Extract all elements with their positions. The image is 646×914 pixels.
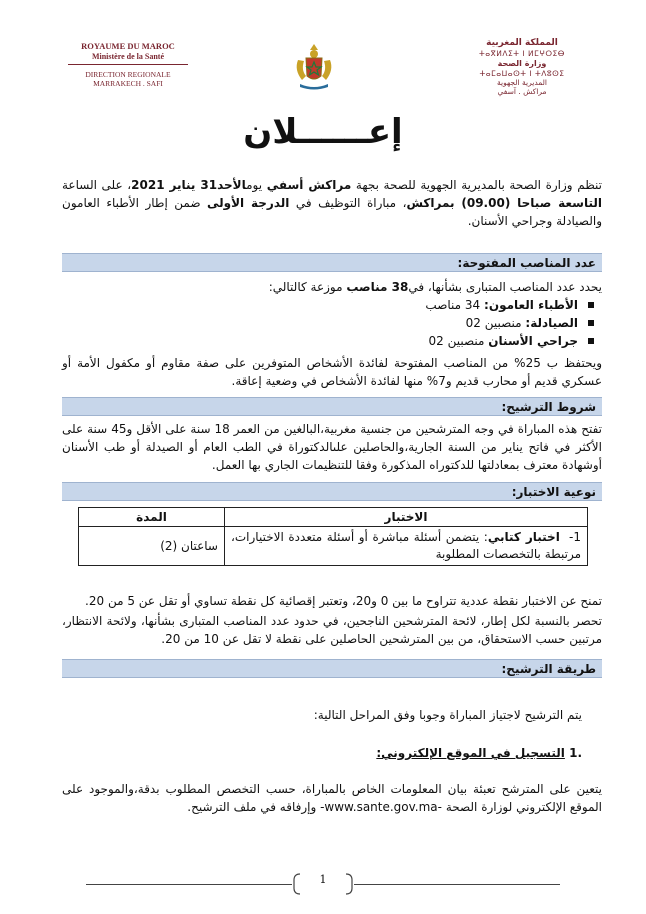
section-bar-method: طريقة الترشيح: bbox=[62, 659, 602, 678]
col-header-exam: الاختبار bbox=[225, 508, 588, 527]
exam-row-description: : يتضمن أسئلة مباشرة أو أسئلة متعددة الاختيارات، مرتبطة بالتخصصات المطلوبة bbox=[231, 530, 581, 561]
method-step-heading bbox=[62, 744, 582, 762]
method-step-title: التسجيل في الموقع الإلكتروني: bbox=[376, 746, 565, 760]
table-header-row bbox=[79, 508, 588, 527]
header-ar-region: مراكش . آسفي bbox=[497, 87, 547, 97]
header-ar-country-tifinagh: ⵜⴰⴳⵍⴷⵉⵜ ⵏ ⵍⵎⵖⵔⵉⴱ bbox=[479, 49, 565, 59]
header-ar-ministry-tifinagh: ⵜⴰⵎⴰⵡⴰⵙⵜ ⵏ ⵜⴷⵓⵙⵉ bbox=[479, 68, 565, 78]
header-fr-ministry: Ministère de la Santé bbox=[91, 51, 165, 61]
header-fr bbox=[58, 42, 198, 88]
exam-cell bbox=[225, 527, 588, 566]
header-fr-direction: DIRECTION REGIONALE bbox=[85, 69, 171, 79]
posts-reserve-paragraph: ويحتفظ ب 25% من المناصب المفتوحة لفائدة الأشخاص المتوفرين على صفة مقاوم أو مكفول الأمة أو عسكري قديم أو محارب قديم و7% منها لفائدة الأشخاص في وضعية إعاقة. bbox=[62, 356, 602, 388]
section-bar-posts: عدد المناصب المفتوحة: bbox=[62, 253, 602, 272]
page-title: إعــــــلان bbox=[243, 112, 403, 152]
intro-paragraph bbox=[62, 176, 602, 230]
header-ar-ministry: وزارة الصحة bbox=[497, 58, 547, 68]
list-item bbox=[62, 314, 578, 332]
exam-row-type: اختبار كتابي bbox=[487, 530, 560, 544]
conditions-paragraph: تفتح هذه المباراة في وجه المترشحين من جنسية مغربية،البالغين من العمر 18 سنة على الأقل و45 سنة على الأكثر في فاتح يناير من السنة الجارية،والحاصلين علىالدكتوراة في الطب العام أو الصيدلة أو طب الأسنان أوشهادة معترف بمعادلتها للدكتوراه المذكورة وفقا للتنظيمات الجاري بها العمل. bbox=[62, 422, 602, 472]
intro-grade: الدرجة الأولى bbox=[207, 196, 290, 210]
coat-of-arms-emblem bbox=[288, 40, 340, 92]
header-ar bbox=[452, 38, 592, 97]
method-step-paragraph: يتعين على المترشح تعبئة بيان المعلومات الخاص بالمباراة، حسب التخصص المطلوب بدقة،والموجود على الموقع الإلكتروني لوزارة الصحة -www.sante.gov.ma- وإرفاقه في ملف الترشيح. bbox=[62, 782, 602, 814]
header-ar-country: المملكة المغربية bbox=[486, 38, 558, 48]
posts-list bbox=[62, 296, 602, 350]
exam-table bbox=[78, 507, 588, 566]
intro-text-4: ، مباراة التوظيف في bbox=[289, 196, 407, 210]
posts-item-label: الصيادلة: bbox=[525, 316, 578, 330]
intro-text-5: ضمن إطار الأطباء العامون والصيادلة وجراحي الأسنان. bbox=[62, 196, 602, 228]
header-fr-country: ROYAUME DU MAROC bbox=[81, 41, 175, 51]
duration-cell: ساعتان (2) bbox=[79, 527, 225, 566]
section-bar-conditions: شروط الترشيح: bbox=[62, 397, 602, 416]
footer-rule-right bbox=[354, 884, 560, 885]
method-lead: يتم الترشيح لاجتياز المباراة وجوبا وفق المراحل التالية: bbox=[313, 708, 582, 722]
header-fr-region: MARRAKECH . SAFI bbox=[93, 78, 163, 88]
exam-table-wrap bbox=[78, 507, 588, 566]
intro-region: مراكش أسفي bbox=[266, 178, 352, 192]
exam-row-number: 1- bbox=[569, 530, 581, 544]
posts-item-label: الأطباء العامون: bbox=[484, 298, 578, 312]
intro-text-3: ، على الساعة bbox=[62, 178, 132, 192]
table-row bbox=[79, 527, 588, 566]
list-item bbox=[62, 332, 578, 350]
posts-lead bbox=[62, 278, 602, 296]
grading-paragraph-2: تحصر بالنسبة لكل إطار، لائحة المترشحين الناجحين، في حدود عدد المناصب المتبارى بشأنها، ولائحة الانتظار، مرتبين حسب الاستحقاق، من بين المترشحين الحاصلين على نقطة لا تقل عن 10 من 20. bbox=[62, 614, 602, 646]
posts-lead-tail: موزعة كالتالي: bbox=[268, 280, 347, 294]
posts-total: 38 مناصب bbox=[346, 280, 409, 294]
list-item bbox=[62, 296, 578, 314]
header-fr-rule bbox=[68, 64, 188, 65]
posts-item-value: 34 مناصب bbox=[425, 298, 485, 312]
posts-lead-text: يحدد عدد المناصب المتبارى بشأنها، في bbox=[408, 280, 602, 294]
intro-text-2: يوم bbox=[246, 178, 267, 192]
posts-item-value: منصبين 02 bbox=[428, 334, 489, 348]
footer-rule-left bbox=[86, 884, 292, 885]
section-bar-exam: نوعية الاختبار: bbox=[62, 482, 602, 501]
grading-paragraph-1: تمنح عن الاختبار نقطة عددية تتراوح ما بين 0 و20، وتعتبر إقصائية كل نقطة تساوي أو تقل عن 5 من 20. bbox=[85, 594, 602, 608]
method-step-number: .1 bbox=[569, 746, 582, 760]
posts-item-value: منصبين 02 bbox=[465, 316, 526, 330]
col-header-duration: المدة bbox=[79, 508, 225, 527]
intro-time-place: التاسعة صباحا (09.00) بمراكش bbox=[406, 196, 602, 210]
intro-text-1: تنظم وزارة الصحة بالمديرية الجهوية للصحة بجهة bbox=[351, 178, 602, 192]
page-number: 1 bbox=[319, 873, 327, 886]
intro-date: الأحد31 يناير 2021 bbox=[131, 178, 247, 192]
posts-item-label: جراحي الأسنان bbox=[488, 334, 578, 348]
header-ar-direction: المديرية الجهوية bbox=[496, 78, 547, 87]
